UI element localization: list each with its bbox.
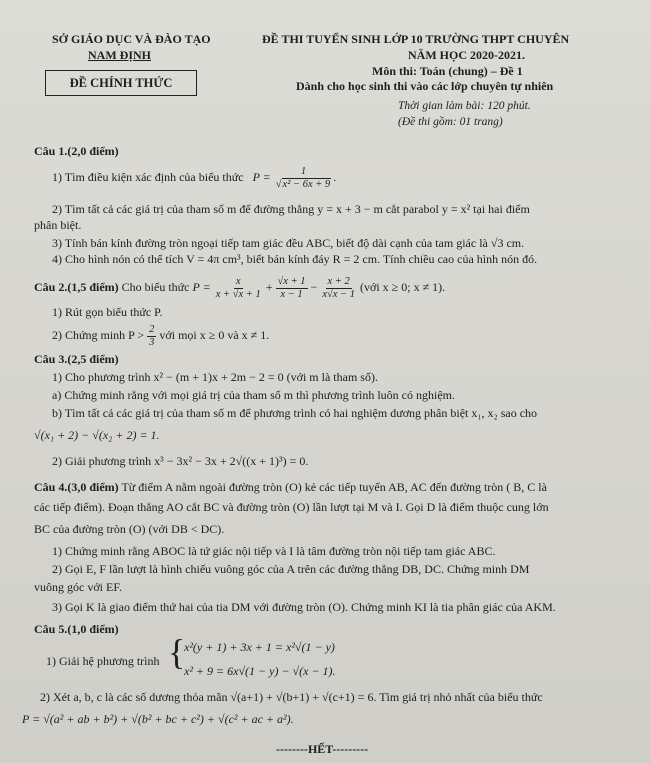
q2-part2-pre: 2) Chứng minh P > [52,327,145,342]
q3-part1: 1) Cho phương trình x² − (m + 1)x + 2m − 2 = 0 (với m là tham số). [52,370,378,384]
q5-equation-2: x² + 9 = 6x√(1 − y) − √(x − 1). [184,664,336,678]
q1-part1-fraction: $\frac{1}{\text{√x² − 6x + 9}}$ [275,166,331,190]
q2-part2 [52,324,269,348]
q2-f2-num: √x + 1 [277,276,306,287]
q3-part-a: a) Chứng minh rằng với mọi giá trị của tham số m thì phương trình luôn có nghiệm. [52,388,455,402]
department-province: NAM ĐỊNH [88,48,151,62]
q3-part-b: b) Tìm tất cả các giá trị của tham số m để phương trình có hai nghiệm dương phân biệt x₁, x₂ sao cho [52,406,538,420]
q1-part1: 1) Tìm điều kiện xác định của biểu thức P = $\frac{1}{\text{√x² − 6x + 9}}$ . [52,166,337,190]
q1-part2-line1: 2) Tìm tất cả các giá trị của tham số m để đường thẳng y = x + 3 − m cắt parabol y = x² tại hai điểm [52,202,530,216]
q2-statement: Câu 2.(1,5 điểm) Cho biểu thức P = $\frac{x}{x + √x + 1}$ + $\frac{√x + 1}{x - 1}$ − $\frac{x + 2}{x√x - 1}$ (với x ≥ 0; x ≠ 1). [34,276,446,300]
q5-title: Câu 5.(1,0 điểm) [34,622,119,636]
official-exam-label: ĐỀ CHÍNH THỨC [69,75,173,90]
end-marker: --------HẾT--------- [276,742,369,756]
q4-line2: các tiếp điểm). Đoạn thẳng AO cắt BC và đường tròn (O) lần lượt tại M và I. Gọi D là điểm thuộc cung lớn [34,500,549,514]
q1-part1-numerator: 1 [300,166,307,177]
q2-intro: Cho biểu thức [121,279,190,294]
q2-title: Câu 2.(1,5 điểm) [34,279,119,294]
q2-f2-den: x − 1 [280,288,303,300]
q1-part1-lhs: P = [252,169,271,184]
q1-part3: 3) Tính bán kính đường tròn ngoại tiếp tam giác đều ABC, biết độ dài cạnh của tam giác là √3 cm. [52,236,525,250]
q2-part1: 1) Rút gọn biểu thức P. [52,305,163,319]
q2-f3-num: x + 2 [327,276,350,287]
q2-fraction-3 [320,276,357,300]
q2-part2-fraction [147,324,156,348]
q4-part1: 1) Chứng minh rằng ABOC là tứ giác nội tiếp và I là tâm đường tròn nội tiếp tam giác ABC. [52,544,496,558]
q3-part-b-expression: √(x₁ + 2) − √(x₂ + 2) = 1. [34,428,160,442]
q1-part1-denominator: x² − 6x + 9 [282,178,331,190]
q1-part4: 4) Cho hình nón có thể tích V = 4π cm³, biết bán kính đáy R = 2 cm. Tính chiều cao của hình nón đó. [52,252,538,266]
q2-f1-den: x + √x + 1 [215,288,261,300]
q4-part2-line1: 2) Gọi E, F lần lượt là hình chiếu vuông góc của A trên các đường thẳng DB, DC. Chứng minh DM [52,562,530,576]
q5-part2: 2) Xét a, b, c là các số dương thỏa mãn √(a+1) + √(b+1) + √(c+1) = 6. Tìm giá trị nhỏ nhất của biểu thức [40,690,543,704]
q4-title: Câu 4.(3,0 điểm) [34,480,119,494]
q2-condition: (với x ≥ 0; x ≠ 1). [359,279,446,294]
page-count: (Đề thi gồm: 01 trang) [398,116,503,128]
q4-line3: BC của đường tròn (O) (với DB < DC). [34,522,225,536]
q2-part2-num: 2 [149,324,155,335]
subject-line: Môn thi: Toán (chung) – Đề 1 [372,64,523,78]
q4-part2-line2: vuông góc với EF. [34,580,123,594]
q1-title: Câu 1.(2,0 điểm) [34,144,119,158]
q3-part2: 2) Giải phương trình x³ − 3x² − 3x + 2√((x + 1)³) = 0. [52,454,309,468]
exam-title: ĐỀ THI TUYỂN SINH LỚP 10 TRƯỜNG THPT CHUYÊN [262,32,570,46]
q2-part2-den: 3 [149,336,155,348]
q2-f1-num: x [235,276,241,287]
audience-line: Dành cho học sinh thi vào các lớp chuyên tự nhiên [296,79,554,93]
school-year: NĂM HỌC 2020-2021. [408,48,525,62]
department-name: SỞ GIÁO DỤC VÀ ĐÀO TẠO [52,32,211,46]
system-brace: { [168,632,186,672]
time-limit: Thời gian làm bài: 120 phút. [398,100,531,112]
q2-f3-den: x√x − 1 [322,288,355,300]
q2-fraction-2 [276,276,308,300]
q4-line1-text: Từ điểm A nằm ngoài đường tròn (O) kẻ các tiếp tuyến AB, AC đến đường tròn ( B, C là [121,480,547,494]
q2-lhs: P = [192,279,211,294]
q2-part2-post: với mọi x ≥ 0 và x ≠ 1. [159,327,270,342]
q4-line1 [34,480,547,495]
q5-part2-expression: P = √(a² + ab + b²) + √(b² + bc + c²) + √(c² + ac + a²). [22,712,294,726]
q2-fraction-1 [214,276,263,300]
q5-part1: 1) Giải hệ phương trình [46,654,160,668]
q1-part2-line2: phân biệt. [34,218,82,232]
q3-title: Câu 3.(2,5 điểm) [34,352,119,366]
official-exam-box [45,70,197,96]
q1-part1-text: 1) Tìm điều kiện xác định của biểu thức [52,169,244,184]
q5-equation-1: x²(y + 1) + 3x + 1 = x²√(1 − y) [184,640,335,654]
q4-part3: 3) Gọi K là giao điểm thứ hai của tia DM với đường tròn (O). Chứng minh KI là tia phân giác của AKM. [52,600,556,614]
